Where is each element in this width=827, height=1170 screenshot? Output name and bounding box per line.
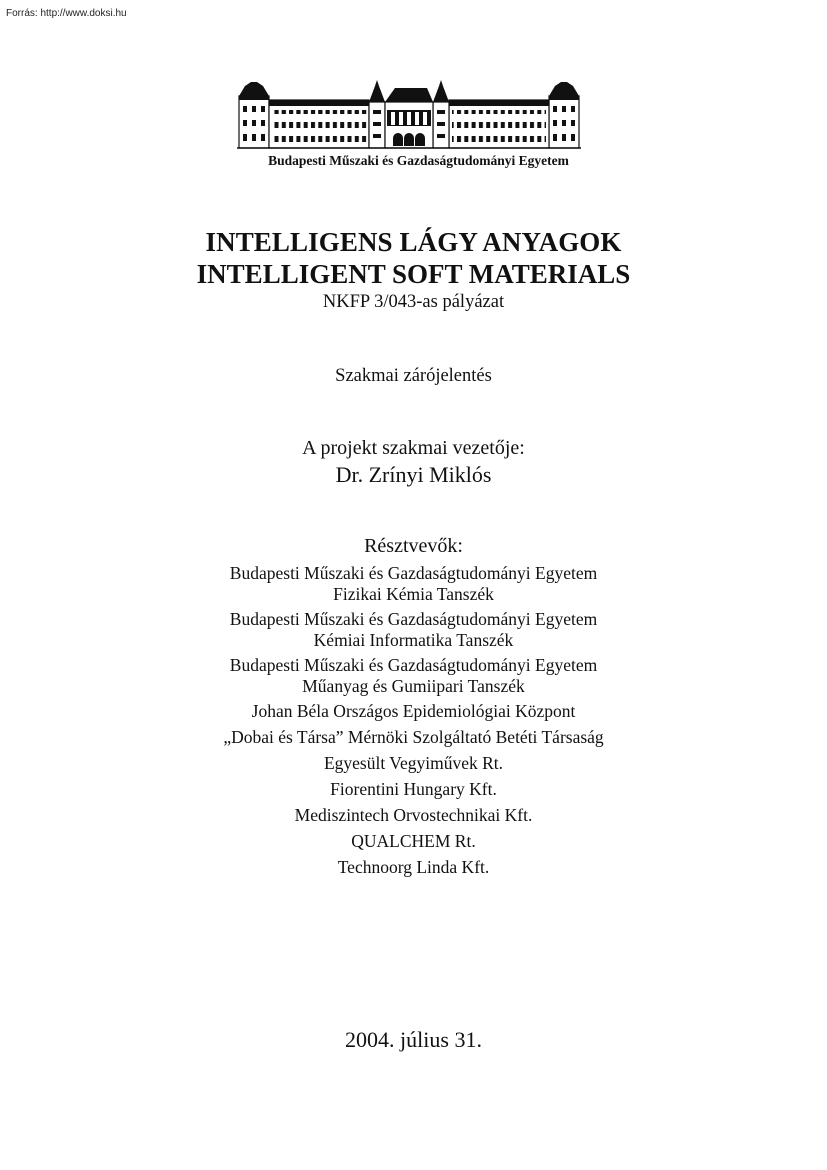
participant-item: Mediszintech Orvostechnikai Kft.	[294, 805, 533, 825]
participant-item: Johan Béla Országos Epidemiológiai Központ	[251, 701, 576, 721]
leader-label: A projekt szakmai vezetője:	[302, 437, 525, 459]
participant-institution: Budapesti Műszaki és Gazdaságtudományi Egyetem	[229, 655, 598, 675]
participant-department: Kémiai Informatika Tanszék	[313, 630, 514, 650]
university-building-icon	[237, 80, 581, 150]
participant-item: Fiorentini Hungary Kft.	[330, 779, 497, 799]
participant-institution: Budapesti Műszaki és Gazdaságtudományi Egyetem	[229, 563, 598, 583]
participant-group	[0, 609, 827, 651]
title-hungarian: INTELLIGENS LÁGY ANYAGOK	[205, 227, 622, 257]
participant-item: QUALCHEM Rt.	[351, 831, 476, 851]
participant-department: Fizikai Kémia Tanszék	[333, 584, 494, 604]
participant-department: Műanyag és Gumiipari Tanszék	[302, 676, 525, 696]
report-date: 2004. július 31.	[345, 1027, 482, 1052]
source-note: Forrás: http://www.doksi.hu	[6, 8, 127, 19]
project-code: NKFP 3/043-as pályázat	[322, 292, 505, 312]
participant-item: Egyesült Vegyiművek Rt.	[323, 753, 504, 773]
report-type: Szakmai zárójelentés	[335, 366, 492, 386]
participant-group	[0, 563, 827, 605]
title-english: INTELLIGENT SOFT MATERIALS	[196, 259, 631, 289]
participant-item: „Dobai és Társa” Mérnöki Szolgáltató Betéti Társaság	[223, 727, 604, 747]
participant-item: Technoorg Linda Kft.	[337, 857, 490, 877]
participant-institution: Budapesti Műszaki és Gazdaságtudományi Egyetem	[229, 609, 598, 629]
participants-label: Résztvevők:	[364, 535, 463, 557]
university-name: Budapesti Műszaki és Gazdaságtudományi Egyetem	[268, 153, 569, 168]
leader-name: Dr. Zrínyi Miklós	[335, 462, 492, 487]
participant-group	[0, 655, 827, 697]
participants-list	[0, 563, 827, 883]
